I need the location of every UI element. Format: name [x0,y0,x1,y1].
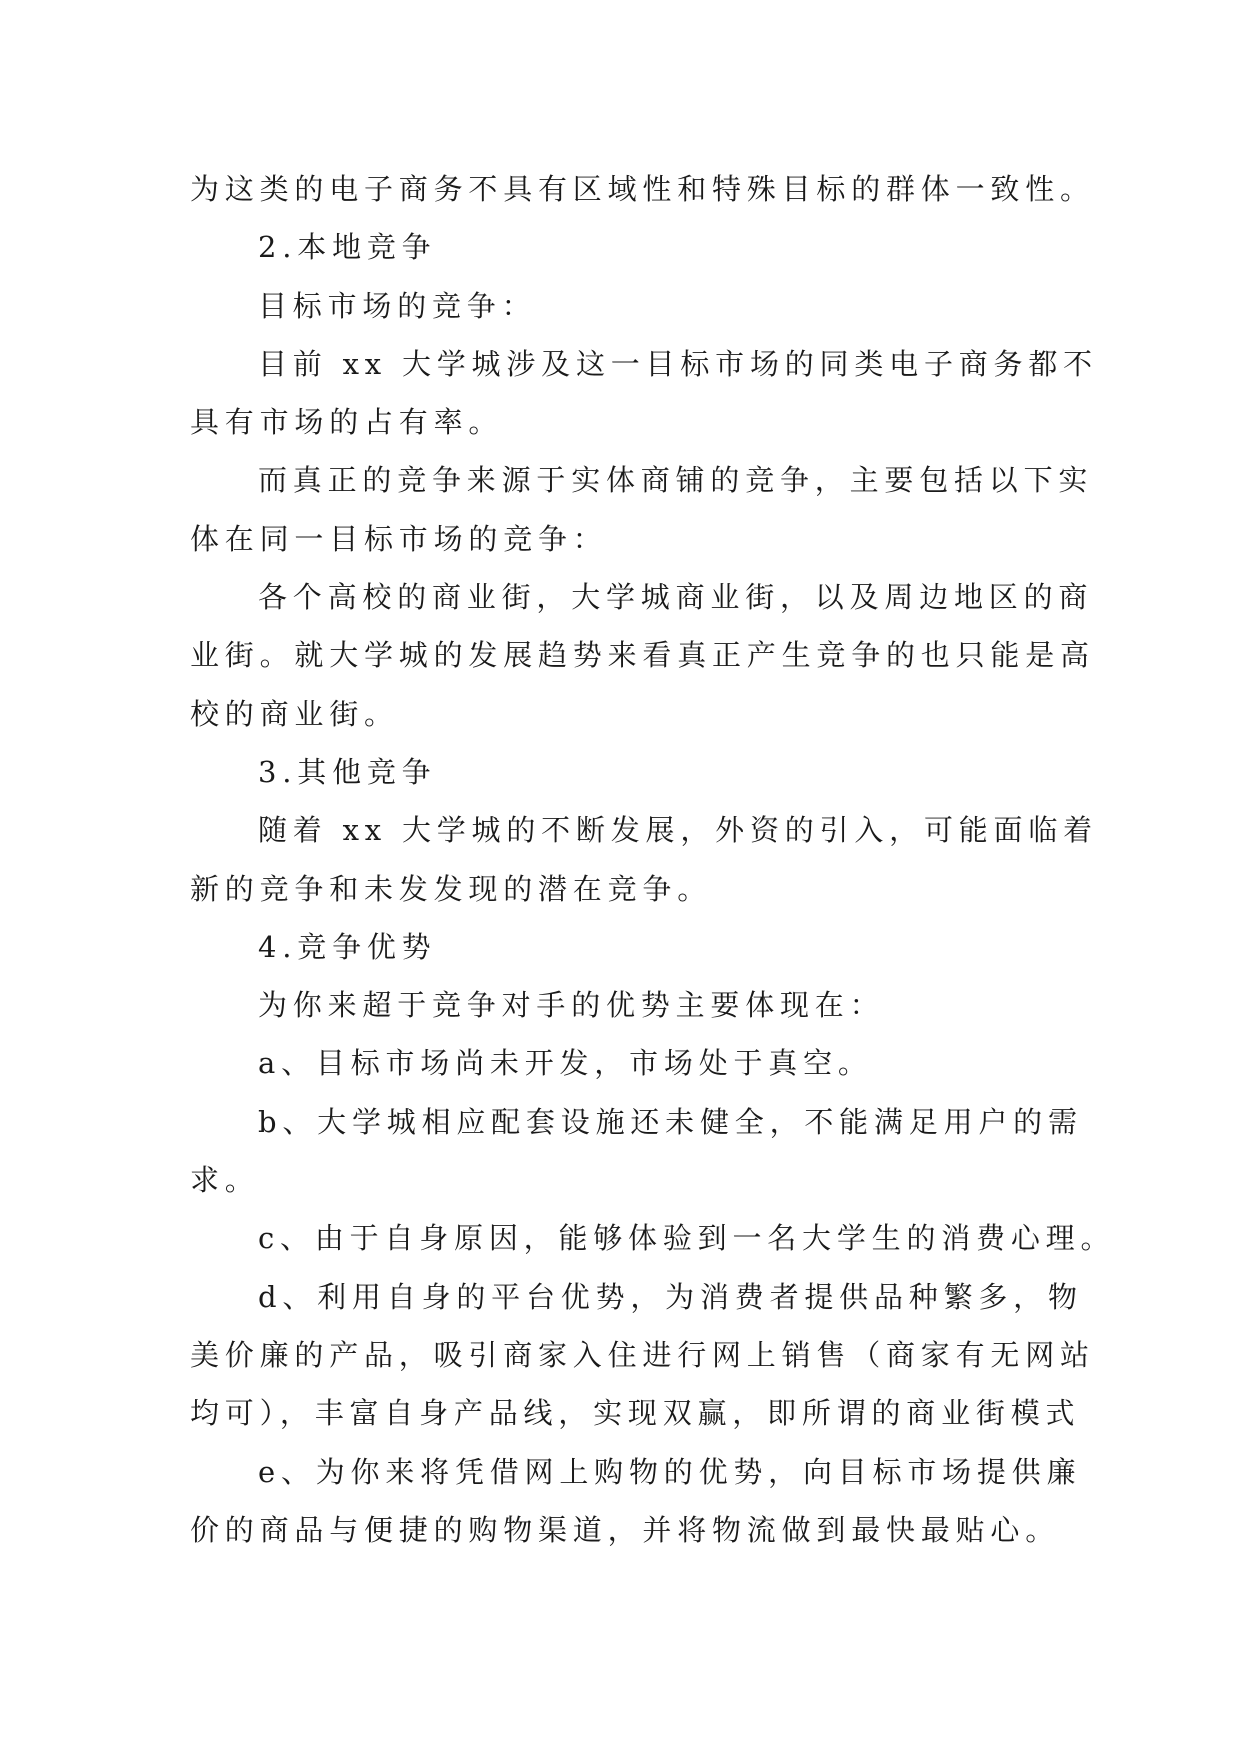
paragraph-line: 校的商业街。 [190,696,399,731]
section-heading: 3.其他竞争 [258,754,437,789]
paragraph-line: 具有市场的占有率。 [190,405,504,440]
list-item: b、大学城相应配套设施还未健全，不能满足用户的需 [258,1104,1083,1139]
paragraph-line: 价的商品与便捷的购物渠道，并将物流做到最快最贴心。 [190,1512,1061,1547]
list-item: d、利用自身的平台优势，为消费者提供品种繁多，物 [258,1279,1083,1314]
list-item: c、由于自身原因，能够体验到一名大学生的消费心理。 [258,1221,1116,1256]
paragraph-line: 业街。就大学城的发展趋势来看真正产生竞争的也只能是高 [190,638,1095,673]
paragraph-line: 各个高校的商业街，大学城商业街，以及周边地区的商 [258,580,1094,615]
paragraph-line: 求。 [190,1163,260,1198]
paragraph-line: 随着 xx 大学城的不断发展，外资的引入，可能面临着 [258,813,1098,848]
paragraph-line: 新的竞争和未发发现的潜在竞争。 [190,871,713,906]
paragraph-line: 为这类的电子商务不具有区域性和特殊目标的群体一致性。 [190,172,1095,206]
paragraph-line: 目标市场的竞争： [258,288,537,323]
document-body [190,160,1116,1559]
list-item: e、为你来将凭借网上购物的优势，向目标市场提供廉 [258,1454,1082,1489]
paragraph-line: 美价廉的产品，吸引商家入住进行网上销售（商家有无网站 [190,1337,1095,1372]
list-item: a、目标市场尚未开发，市场处于真空。 [258,1046,873,1081]
section-heading: 4.竞争优势 [258,929,437,964]
paragraph-line: 体在同一目标市场的竞争： [190,521,608,556]
paragraph-line: 而真正的竞争来源于实体商铺的竞争，主要包括以下实 [258,463,1094,498]
paragraph-line: 目前 xx 大学城涉及这一目标市场的同类电子商务都不 [258,346,1098,381]
section-heading: 2.本地竞争 [258,230,437,265]
paragraph-line: 为你来超于竞争对手的优势主要体现在： [258,988,885,1023]
paragraph-line: 均可），丰富自身产品线，实现双赢，即所谓的商业街模式 [190,1396,1081,1431]
